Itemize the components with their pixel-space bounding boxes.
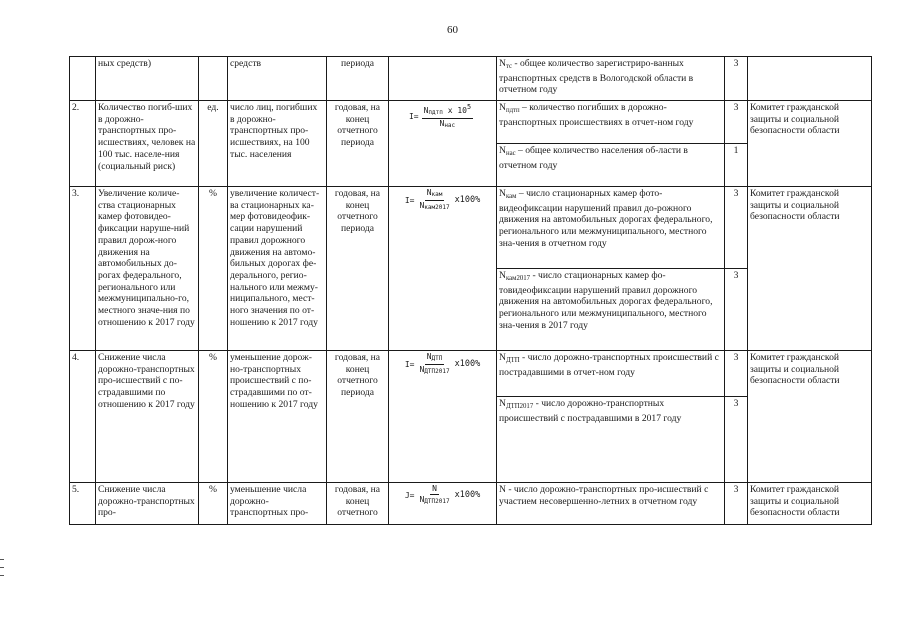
table-row <box>70 57 872 101</box>
variable-description <box>497 269 725 351</box>
formula-exponent: 5 <box>466 103 472 111</box>
variable-text: - число дорожно-транспортных происшествий с пострадавшими в отчет-ном году <box>499 352 719 378</box>
responsible-body-text: Комитет гражданской защиты и социальной безопасности области <box>750 102 840 137</box>
data-source-code-text: 3 <box>733 352 739 363</box>
indicator-periodicity-text: годовая, на конец отчетного периода <box>334 188 381 235</box>
formula-denominator-index: кам2017 <box>424 204 450 211</box>
formula-lhs: I <box>404 359 410 369</box>
indicator-periodicity <box>327 187 389 351</box>
variable-description <box>497 483 725 525</box>
indicator-name-text: Количество погиб-ших в дорожно-транспортных про-исшествиях, человек на 100 тыс. населе-ния (социальный риск) <box>98 102 196 172</box>
formula-numerator-index: кам <box>431 191 443 198</box>
responsible-body-text: Комитет гражданской защиты и социальной безопасности области <box>750 352 840 387</box>
variable-text: - число дорожно-транспортных про-исшествий с участием несовершенно-летних в отчетном году <box>499 484 709 507</box>
responsible-body-text: Комитет гражданской защиты и социальной безопасности области <box>750 188 840 223</box>
indicator-definition <box>228 101 327 187</box>
data-source-code <box>725 351 748 397</box>
variable-index: тс <box>505 63 513 70</box>
indicator-name-text: Снижение числа дорожно-транспортных про- <box>98 484 195 519</box>
indicator-name <box>96 351 199 483</box>
variable-text: – число стационарных камер фото-видеофиксации нарушений правил до-рожного движения на автомобильных дорогах федерального, регионального или межмуниципального, местного зна-чения в отчетном году <box>499 188 713 249</box>
variable-index: нас <box>505 150 516 157</box>
indicator-unit <box>199 57 228 101</box>
variable-index: ДТП2017 <box>505 403 534 410</box>
indicator-periodicity <box>327 101 389 187</box>
data-source-code <box>725 57 748 101</box>
formula-denominator: N <box>419 201 425 210</box>
indicator-unit-text: ед. <box>207 102 219 113</box>
variable-symbol: N <box>499 398 506 409</box>
formula-numerator-index: пдтп <box>428 109 443 116</box>
table-row <box>70 483 872 525</box>
indicator-number <box>70 187 96 351</box>
formula-denominator: N <box>439 119 445 128</box>
margin-mark <box>0 567 4 568</box>
indicator-unit <box>199 101 228 187</box>
variable-symbol: N <box>499 145 506 156</box>
indicator-periodicity-text: периода <box>341 58 374 69</box>
indicator-name <box>96 187 199 351</box>
variable-symbol: N <box>499 102 506 113</box>
indicator-number <box>70 101 96 187</box>
data-source-code-text: 3 <box>733 102 739 113</box>
variable-symbol: N <box>499 270 506 281</box>
responsible-body <box>748 483 872 525</box>
indicator-name-text: Снижение числа дорожно-транспортных про-исшествий с по-страдавшими по отношению к 2017 году <box>98 352 195 410</box>
data-source-code <box>725 483 748 525</box>
responsible-body-text: Комитет гражданской защиты и социальной безопасности области <box>750 484 840 519</box>
indicator-number-text: 3. <box>72 188 80 199</box>
indicator-number <box>70 483 96 525</box>
responsible-body <box>748 101 872 187</box>
formula: I = $\frac{\text{NДТП}}{\text{NДТП2017}}$ x100% <box>404 352 481 375</box>
indicator-formula <box>389 187 497 351</box>
variable-description <box>497 351 725 397</box>
formula-denominator-index: ДТП2017 <box>424 498 450 505</box>
indicator-periodicity <box>327 351 389 483</box>
formula-denominator-index: нас <box>444 122 456 129</box>
variable-symbol: N <box>499 352 506 363</box>
data-source-code-text: 3 <box>733 398 739 409</box>
formula: I = $\frac{\text{Nкам}}{\text{Nкам2017}}$ x100% <box>404 188 481 211</box>
indicator-name <box>96 57 199 101</box>
data-source-code <box>725 144 748 187</box>
variable-text: – общее количество населения об-ласти в отчетном году <box>499 145 688 171</box>
formula-denominator: N <box>419 365 425 374</box>
variable-index: ДТП <box>505 357 520 364</box>
formula-lhs: I <box>408 111 414 121</box>
formula-numerator: N <box>423 106 429 115</box>
formula-denominator: N <box>419 495 425 504</box>
indicator-definition <box>228 187 327 351</box>
formula-multiplier: x100% <box>454 194 481 205</box>
data-source-code <box>725 397 748 483</box>
indicator-number <box>70 57 96 101</box>
indicator-definition <box>228 483 327 525</box>
variable-description <box>497 57 725 101</box>
margin-mark <box>0 559 4 560</box>
indicator-definition-text: увеличение количест-ва стационарных ка-мер фотовидеофик-сации нарушений правил дорожного движения на автомо-бильных дорогах фе-дерального, регио-нального или межму-ниципального, мест-ного значения по от-ношению к 2017 году <box>230 188 320 328</box>
responsible-body <box>748 187 872 351</box>
formula-lhs: I <box>404 195 410 205</box>
formula: I = $\frac{Nпдтп x 10^5}{\text{Nнас}}$ <box>408 103 472 129</box>
margin-mark <box>0 575 4 576</box>
variable-description <box>497 397 725 483</box>
data-source-code <box>725 187 748 269</box>
indicator-table <box>69 56 872 525</box>
indicator-unit <box>199 351 228 483</box>
table-row <box>70 187 872 269</box>
variable-index: кам2017 <box>505 275 531 282</box>
indicator-unit <box>199 483 228 525</box>
indicator-definition-text: уменьшение числа дорожно-транспортных про- <box>230 484 309 519</box>
indicator-formula <box>389 101 497 187</box>
indicator-number <box>70 351 96 483</box>
data-source-code-text: 3 <box>733 58 739 69</box>
formula-lhs: J <box>404 490 410 500</box>
indicator-unit-text: % <box>209 188 217 199</box>
variable-text: - число дорожно-транспортных происшествий с пострадавшими в 2017 году <box>499 398 682 424</box>
variable-description <box>497 101 725 144</box>
formula-numerator: N <box>432 484 437 493</box>
indicator-periodicity-text: годовая, на конец отчетного периода <box>334 102 381 149</box>
indicator-unit <box>199 187 228 351</box>
formula-multiplier: x100% <box>454 358 481 369</box>
page-number: 60 <box>447 24 458 36</box>
indicator-definition <box>228 57 327 101</box>
variable-index: кам <box>505 193 517 200</box>
indicator-name <box>96 483 199 525</box>
responsible-body <box>748 57 872 101</box>
variable-text: - число стационарных камер фо-товидеофиксации нарушений правил дорожного движения на автомобильных дорогах федерального, регионального или межмуниципального, местного зна-чения в 2017 году <box>499 270 713 331</box>
formula-numerator-index: ДТП <box>431 355 443 362</box>
indicator-formula <box>389 483 497 525</box>
variable-symbol: N <box>499 188 506 199</box>
data-source-code-text: 3 <box>733 270 739 281</box>
indicator-formula <box>389 57 497 101</box>
formula-denominator-index: ДТП2017 <box>424 368 450 375</box>
indicator-definition <box>228 351 327 483</box>
variable-text: - общее количество зарегистриро-ванных транспортных средств в Вологодской области в отчетном году <box>499 58 694 96</box>
data-source-code <box>725 269 748 351</box>
table-row <box>70 101 872 144</box>
variable-symbol: N <box>499 58 506 69</box>
indicator-unit-text: % <box>209 352 217 363</box>
variable-symbol: N <box>499 484 506 495</box>
indicator-periodicity <box>327 483 389 525</box>
table-row <box>70 351 872 397</box>
indicator-number-text: 5. <box>72 484 80 495</box>
indicator-name-text: Увеличение количе-ства стационарных камер фотовидео-фиксации наруше-ний правил дорож-ного движения на автомобильных до-рогах федерального, регионального или межмуниципально-го, местного значе-ния по отношению к 2017 году <box>98 188 195 328</box>
variable-index: пдтп <box>505 107 520 114</box>
indicator-definition-text: уменьшение дорож-но-транспортных происшествий с по-страдавшими по от-ношению к 2017 году <box>230 352 318 410</box>
variable-description <box>497 144 725 187</box>
formula-multiplier: x100% <box>454 489 481 500</box>
data-source-code-text: 3 <box>733 188 739 199</box>
indicator-name <box>96 101 199 187</box>
indicator-formula <box>389 351 497 483</box>
responsible-body <box>748 351 872 483</box>
indicator-periodicity-text: годовая, на конец отчетного <box>334 484 381 519</box>
data-source-code-text: 3 <box>733 484 739 495</box>
formula-numerator: N <box>426 352 432 361</box>
indicator-periodicity <box>327 57 389 101</box>
formula-multiplier: x 10 <box>442 106 467 115</box>
indicator-number-text: 4. <box>72 352 80 363</box>
indicator-number-text: 2. <box>72 102 80 113</box>
formula-numerator: N <box>426 188 432 197</box>
formula: J = $\frac{N}{\text{NДТП2017}}$ x100% <box>404 484 481 505</box>
variable-text: – количество погибших в дорожно-транспортных происшествиях в отчет-ном году <box>499 102 694 128</box>
indicator-name-text: ных средств) <box>98 58 152 69</box>
indicator-definition-text: число лиц, погибших в дорожно-транспортных про-исшествиях, на 100 тыс. населения <box>230 102 318 160</box>
data-source-code <box>725 101 748 144</box>
variable-description <box>497 187 725 269</box>
indicator-definition-text: средств <box>230 58 262 69</box>
indicator-periodicity-text: годовая, на конец отчетного периода <box>334 352 381 399</box>
data-source-code-text: 1 <box>733 145 739 156</box>
indicator-unit-text: % <box>209 484 217 495</box>
